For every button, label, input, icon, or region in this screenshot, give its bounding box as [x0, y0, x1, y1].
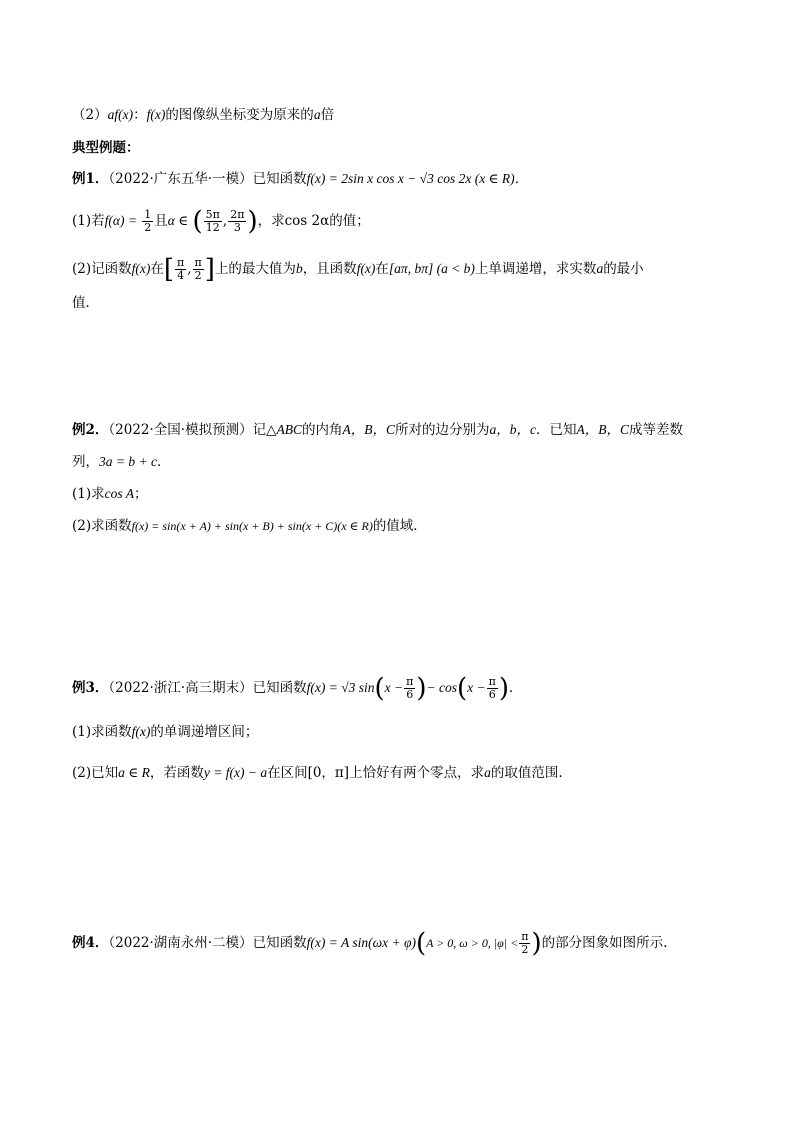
intro-expr: af(x): [107, 107, 134, 122]
ex2-line2: [72, 452, 170, 472]
ex4-number: 例4．: [72, 935, 109, 951]
intro-tail: 倍: [320, 107, 335, 123]
ex3-end: ．: [509, 680, 523, 696]
ex1-q1-and: 且: [154, 213, 168, 229]
ex2-vars3: A，B，C: [576, 422, 629, 437]
ex4-frac: [519, 931, 530, 956]
frac-denominator: 6: [488, 688, 496, 701]
ex2-line2-eq: 3a = b + c: [99, 454, 157, 469]
frac-numerator: π: [521, 930, 529, 943]
frac-denominator: 3: [233, 221, 241, 234]
ex3-q2-prefix: (2)已知: [72, 765, 119, 781]
ex1-q2-var-b: b: [295, 261, 303, 276]
ex1-q1-f: f(α) =: [104, 213, 137, 228]
ex2-q2: [72, 516, 427, 536]
ex2-source: （2022·全国·模拟预测）记△: [108, 422, 277, 438]
left-paren: (: [192, 206, 203, 237]
ex2-t1: 的内角: [301, 422, 343, 438]
ex1-q2-min: 的最小: [603, 261, 644, 277]
ex3-q1-end: 的单调递增区间；: [150, 724, 259, 740]
frac-numerator: 5π: [205, 208, 220, 221]
right-paren: ): [498, 673, 510, 704]
frac-numerator: π: [488, 675, 496, 688]
ex1-q2-prefix: (2)记函数: [72, 261, 132, 277]
frac-denominator: 6: [406, 688, 414, 701]
frac-numerator: 1: [144, 208, 152, 221]
ex1-q1-interval-left: [204, 209, 222, 234]
ex3-q2-expr: a ∈ R: [118, 765, 150, 780]
frac-numerator: π: [177, 256, 185, 269]
ex2-abc: ABC: [276, 422, 302, 437]
ex2-q1-end: ；: [134, 486, 148, 502]
frac-denominator: 4: [177, 269, 185, 282]
ex1-q1-fraction: [142, 209, 153, 234]
ex4-statement: [72, 925, 667, 962]
ex2-q1-expr: cos A: [104, 486, 134, 501]
ex1-q2-max: 上的最大值为: [214, 261, 296, 277]
ex4-source: （2022·湖南永州·二模）已知函数: [108, 935, 307, 951]
ex2-vars2: a，b，c: [489, 422, 536, 437]
ex3-arg2: x −: [467, 680, 486, 695]
ex3-q1-f: f(x): [131, 724, 151, 739]
frac-numerator: π: [194, 256, 202, 269]
right-bracket: ]: [204, 254, 215, 285]
right-paren: ): [247, 206, 258, 237]
frac-denominator: 2: [194, 269, 202, 282]
section-title: 典型例题：: [72, 140, 140, 156]
ex1-q2-interval-left: [175, 257, 186, 282]
ex3-mid: − cos: [426, 680, 458, 695]
ex3-q2-var: a: [484, 765, 491, 780]
ex1-q2-interval-right: [193, 257, 204, 282]
frac-numerator: 2π: [230, 208, 245, 221]
ex1-q1-alpha-in: α ∈: [167, 213, 189, 228]
ex3-q1: [72, 722, 258, 742]
ex2-q1: [72, 484, 148, 504]
intro-line: [72, 105, 334, 125]
frac-denominator: 2: [144, 221, 152, 234]
ex1-number: 例1．: [72, 171, 109, 187]
right-paren: ): [531, 928, 542, 959]
ex2-q2-prefix: (2)求函数: [72, 518, 132, 534]
ex1-q2-var-a: a: [596, 261, 604, 276]
ex2-q1-prefix: (1)求: [72, 486, 105, 502]
ex3-q2-c: 在区间[0，π]上恰好有两个零点，求: [267, 765, 485, 781]
ex2-line2-prefix: 列，: [72, 454, 99, 470]
ex3-source: （2022·浙江·高三期末）已知函数: [108, 680, 307, 696]
frac-denominator: 12: [205, 221, 220, 234]
intro-a: a: [313, 107, 321, 122]
ex1-source: （2022·广东五华·一模）已知函数: [108, 171, 307, 187]
ex1-q2-interval: [aπ, bπ] (a < b): [388, 261, 475, 276]
frac-denominator: 2: [521, 943, 529, 956]
ex2-line2-end: ．: [156, 454, 171, 470]
ex1-q2-on: 在: [150, 261, 164, 277]
ex3-statement: [72, 671, 523, 706]
left-bracket: [: [163, 254, 175, 285]
ex1-q2-on2: 在: [375, 261, 389, 277]
ex3-frac2: [487, 676, 498, 701]
ex3-frac1: [404, 676, 415, 701]
ex2-t4: 成等差数: [628, 422, 683, 438]
ex2-t2: 所对的边分别为: [394, 422, 490, 438]
ex2-q2-expr: f(x) = sin(x + A) + sin(x + B) + sin(x + C)(x ∈ R): [131, 519, 373, 533]
ex3-q1-prefix: (1)求函数: [72, 724, 132, 740]
left-paren: (: [415, 928, 427, 959]
ex1-q1-prefix: (1)若: [72, 213, 105, 229]
ex1-q2-f: f(x): [131, 261, 151, 276]
ex3-arg1: x −: [384, 680, 404, 695]
ex1-q1: (1)若f(α) = $\frac{1}{2}$ 且α ∈ ( $\frac{5\pi}{12}$ , $\frac{2\pi}{3}$ )，求cos 2α的值；: [72, 206, 370, 237]
ex1-q2-f2: f(x): [356, 261, 376, 276]
ex3-q2: [72, 763, 563, 783]
ex1-q2-line2: 值．: [72, 295, 99, 311]
ex4-cond: A > 0, ω > 0, |φ| <: [426, 936, 519, 950]
left-paren: (: [374, 673, 385, 704]
ex2-q2-end: 的值域．: [372, 518, 427, 534]
ex1-q1-end: ，求cos 2α的值；: [257, 213, 370, 229]
ex1-statement: [72, 169, 528, 189]
intro-colon: ：: [133, 107, 147, 123]
intro-text: 的图像纵坐标变为原来的: [165, 107, 314, 123]
intro-fx: f(x): [146, 107, 166, 122]
ex3-q2-b: ，若函数: [149, 765, 204, 781]
ex3-q2-fn: y = f(x) − a: [203, 765, 268, 780]
ex1-formula: f(x) = 2sin x cos x − √3 cos 2x (x ∈ R)．: [306, 171, 529, 186]
ex4-f: f(x) = A sin(ωx + φ): [306, 935, 416, 950]
ex2-vars1: A，B，C: [342, 422, 395, 437]
frac-numerator: π: [406, 675, 414, 688]
ex3-f: f(x) = √3 sin: [306, 680, 375, 695]
left-paren: (: [457, 673, 468, 704]
ex2-statement: [72, 420, 683, 440]
ex2-number: 例2．: [72, 422, 109, 438]
ex4-tail: 的部分图象如图所示.: [541, 935, 668, 951]
right-paren: ): [416, 673, 427, 704]
ex3-number: 例3．: [72, 680, 109, 696]
ex1-q2-increasing: 上单调递增，求实数: [474, 261, 597, 277]
ex1-q1-interval-right: [228, 209, 246, 234]
ex3-q2-d: 的取值范围.: [490, 765, 563, 781]
ex1-q2: (2)记函数f(x)在[ $\frac{\pi}{4}$ , $\frac{\pi}{2}$ ]上的最大值为b，且函数f(x)在[aπ, bπ] (a < b)上单调递增，求实数a的最小: [72, 254, 644, 285]
ex2-t3: ．已知: [535, 422, 577, 438]
intro-label: （2）: [72, 107, 108, 123]
ex1-q2-and-fn: ，且函数: [302, 261, 357, 277]
